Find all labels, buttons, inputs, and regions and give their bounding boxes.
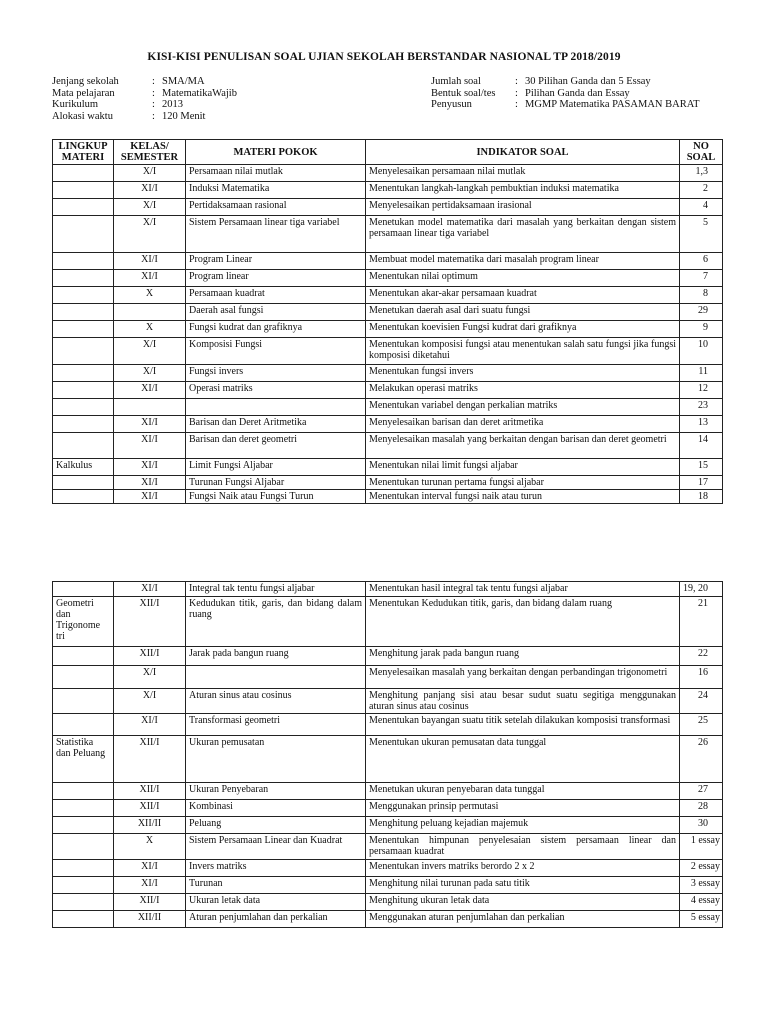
- cell-no-soal: 2 essay: [680, 860, 723, 877]
- table-row: [53, 582, 723, 597]
- table-row: [53, 270, 723, 287]
- cell-kelas-semester: X/I: [114, 666, 186, 689]
- cell-kelas-semester: XI/I: [114, 270, 186, 287]
- cell-lingkup-materi: [53, 834, 114, 860]
- cell-materi-pokok: Kedudukan titik, garis, dan bidang dalam ruang: [186, 597, 366, 647]
- info-row: [52, 88, 237, 100]
- cell-lingkup-materi: [53, 182, 114, 199]
- info-row: [52, 76, 237, 88]
- cell-lingkup-materi: Kalkulus: [53, 459, 114, 476]
- cell-lingkup-materi: [53, 714, 114, 736]
- table-row: [53, 911, 723, 928]
- cell-kelas-semester: XI/I: [114, 714, 186, 736]
- info-key: Kurikulum: [52, 99, 99, 110]
- cell-indikator-soal: Menentukan invers matriks berordo 2 x 2: [366, 860, 680, 877]
- cell-materi-pokok: Operasi matriks: [186, 382, 366, 399]
- table-row: [53, 199, 723, 216]
- cell-kelas-semester: XII/II: [114, 817, 186, 834]
- cell-materi-pokok: Turunan: [186, 877, 366, 894]
- cell-indikator-soal: Menghitung panjang sisi atau besar sudut suatu segitiga menggunakan aturan sinus atau cosinus: [366, 689, 680, 714]
- cell-indikator-soal: Menetukan ukuran penyebaran data tunggal: [366, 783, 680, 800]
- info-right: [431, 76, 700, 111]
- cell-lingkup-materi: [53, 304, 114, 321]
- cell-no-soal: 5 essay: [680, 911, 723, 928]
- cell-no-soal: 25: [680, 714, 723, 736]
- info-value: 30 Pilihan Ganda dan 5 Essay: [525, 76, 651, 87]
- cell-kelas-semester: XI/I: [114, 476, 186, 490]
- cell-lingkup-materi: [53, 860, 114, 877]
- cell-kelas-semester: XI/I: [114, 877, 186, 894]
- cell-materi-pokok: [186, 399, 366, 416]
- kisi-table-2: [52, 581, 723, 928]
- info-key: Mata pelajaran: [52, 87, 115, 99]
- table-row: [53, 399, 723, 416]
- cell-materi-pokok: Ukuran Penyebaran: [186, 783, 366, 800]
- cell-lingkup-materi: [53, 877, 114, 894]
- cell-no-soal: 26: [680, 736, 723, 783]
- table-row: [53, 304, 723, 321]
- cell-no-soal: 13: [680, 416, 723, 433]
- cell-no-soal: 24: [680, 689, 723, 714]
- info-colon: :: [515, 99, 518, 110]
- table-row: [53, 253, 723, 270]
- cell-no-soal: 9: [680, 321, 723, 338]
- table-header-row: [53, 140, 723, 165]
- cell-indikator-soal: Menentukan akar-akar persamaan kuadrat: [366, 287, 680, 304]
- cell-indikator-soal: Menghitung jarak pada bangun ruang: [366, 647, 680, 666]
- cell-no-soal: 12: [680, 382, 723, 399]
- cell-kelas-semester: XII/I: [114, 647, 186, 666]
- info-colon: :: [152, 110, 155, 122]
- table-row: [53, 689, 723, 714]
- cell-indikator-soal: Menentukan fungsi invers: [366, 365, 680, 382]
- cell-kelas-semester: XII/I: [114, 597, 186, 647]
- table-row: [53, 894, 723, 911]
- cell-kelas-semester: XI/I: [114, 416, 186, 433]
- cell-materi-pokok: Komposisi Fungsi: [186, 338, 366, 365]
- table-row: [53, 476, 723, 490]
- info-value: 120 Menit: [162, 110, 206, 122]
- info-value: 2013: [162, 99, 183, 110]
- cell-indikator-soal: Menyelesaikan masalah yang berkaitan dengan perbandingan trigonometri: [366, 666, 680, 689]
- cell-indikator-soal: Menentukan nilai limit fungsi aljabar: [366, 459, 680, 476]
- cell-materi-pokok: Barisan dan Deret Aritmetika: [186, 416, 366, 433]
- cell-lingkup-materi: Statistika dan Peluang: [53, 736, 114, 783]
- cell-kelas-semester: XI/I: [114, 253, 186, 270]
- cell-indikator-soal: Menghitung nilai turunan pada satu titik: [366, 877, 680, 894]
- cell-materi-pokok: Fungsi invers: [186, 365, 366, 382]
- cell-indikator-soal: Menyelesaikan persamaan nilai mutlak: [366, 165, 680, 182]
- cell-kelas-semester: XI/I: [114, 459, 186, 476]
- cell-no-soal: 1,3: [680, 165, 723, 182]
- cell-kelas-semester: XII/I: [114, 800, 186, 817]
- cell-lingkup-materi: [53, 382, 114, 399]
- cell-materi-pokok: Turunan Fungsi Aljabar: [186, 476, 366, 490]
- cell-materi-pokok: Fungsi Naik atau Fungsi Turun: [186, 490, 366, 504]
- table-row: [53, 817, 723, 834]
- cell-lingkup-materi: [53, 338, 114, 365]
- cell-lingkup-materi: [53, 433, 114, 459]
- cell-kelas-semester: XI/I: [114, 433, 186, 459]
- cell-lingkup-materi: [53, 647, 114, 666]
- cell-no-soal: 8: [680, 287, 723, 304]
- table-row: [53, 321, 723, 338]
- cell-indikator-soal: Menentukan nilai optimum: [366, 270, 680, 287]
- table-row: [53, 165, 723, 182]
- cell-materi-pokok: Program linear: [186, 270, 366, 287]
- cell-materi-pokok: Aturan penjumlahan dan perkalian: [186, 911, 366, 928]
- info-value: MGMP Matematika PASAMAN BARAT: [525, 99, 700, 110]
- cell-no-soal: 6: [680, 253, 723, 270]
- cell-materi-pokok: Kombinasi: [186, 800, 366, 817]
- table-row: [53, 433, 723, 459]
- cell-lingkup-materi: [53, 800, 114, 817]
- info-colon: :: [152, 76, 155, 87]
- table-row: [53, 338, 723, 365]
- cell-lingkup-materi: [53, 365, 114, 382]
- cell-no-soal: 14: [680, 433, 723, 459]
- cell-indikator-soal: Menentukan langkah-langkah pembuktian induksi matematika: [366, 182, 680, 199]
- cell-kelas-semester: [114, 304, 186, 321]
- info-colon: :: [515, 76, 518, 87]
- table-row: [53, 382, 723, 399]
- cell-indikator-soal: Menentukan himpunan penyelesaian sistem persamaan linear dan persamaan kuadrat: [366, 834, 680, 860]
- cell-lingkup-materi: [53, 399, 114, 416]
- info-row: [431, 99, 700, 111]
- cell-indikator-soal: Membuat model matematika dari masalah program linear: [366, 253, 680, 270]
- cell-kelas-semester: X: [114, 321, 186, 338]
- info-row: [431, 76, 700, 88]
- header-kelas: KELAS/ SEMESTER: [114, 140, 186, 165]
- cell-indikator-soal: Menentukan komposisi fungsi atau menentukan salah satu fungsi jika fungsi komposisi diketahui: [366, 338, 680, 365]
- cell-lingkup-materi: [53, 199, 114, 216]
- kisi-table-1: [52, 139, 723, 504]
- cell-indikator-soal: Menggunakan aturan penjumlahan dan perkalian: [366, 911, 680, 928]
- cell-indikator-soal: Menentukan hasil integral tak tentu fungsi aljabar: [366, 582, 680, 597]
- table-row: [53, 860, 723, 877]
- table-row: [53, 877, 723, 894]
- cell-no-soal: 23: [680, 399, 723, 416]
- cell-materi-pokok: Peluang: [186, 817, 366, 834]
- cell-lingkup-materi: [53, 582, 114, 597]
- cell-kelas-semester: X: [114, 834, 186, 860]
- cell-kelas-semester: XI/I: [114, 382, 186, 399]
- cell-kelas-semester: XII/I: [114, 783, 186, 800]
- cell-indikator-soal: Menentukan turunan pertama fungsi aljabar: [366, 476, 680, 490]
- info-left: [52, 76, 237, 122]
- cell-materi-pokok: Fungsi kudrat dan grafiknya: [186, 321, 366, 338]
- cell-lingkup-materi: [53, 253, 114, 270]
- cell-lingkup-materi: [53, 666, 114, 689]
- cell-no-soal: 4 essay: [680, 894, 723, 911]
- table-row: [53, 490, 723, 504]
- cell-kelas-semester: X: [114, 287, 186, 304]
- info-key: Alokasi waktu: [52, 110, 113, 122]
- cell-indikator-soal: Melakukan operasi matriks: [366, 382, 680, 399]
- cell-materi-pokok: Program Linear: [186, 253, 366, 270]
- cell-lingkup-materi: [53, 165, 114, 182]
- cell-lingkup-materi: [53, 490, 114, 504]
- cell-indikator-soal: Menyelesaikan barisan dan deret aritmetika: [366, 416, 680, 433]
- cell-indikator-soal: Menghitung ukuran letak data: [366, 894, 680, 911]
- cell-indikator-soal: Menentukan interval fungsi naik atau turun: [366, 490, 680, 504]
- cell-materi-pokok: Limit Fungsi Aljabar: [186, 459, 366, 476]
- table-row: [53, 416, 723, 433]
- cell-kelas-semester: X/I: [114, 216, 186, 253]
- cell-kelas-semester: X/I: [114, 338, 186, 365]
- cell-lingkup-materi: [53, 216, 114, 253]
- cell-indikator-soal: Menentukan koevisien Fungsi kudrat dari grafiknya: [366, 321, 680, 338]
- cell-materi-pokok: Sistem Persamaan Linear dan Kuadrat: [186, 834, 366, 860]
- cell-lingkup-materi: [53, 783, 114, 800]
- cell-no-soal: 27: [680, 783, 723, 800]
- cell-lingkup-materi: [53, 287, 114, 304]
- cell-indikator-soal: Menghitung peluang kejadian majemuk: [366, 817, 680, 834]
- cell-materi-pokok: Induksi Matematika: [186, 182, 366, 199]
- cell-lingkup-materi: [53, 321, 114, 338]
- cell-lingkup-materi: [53, 689, 114, 714]
- cell-materi-pokok: Persamaan kuadrat: [186, 287, 366, 304]
- table-row: [53, 736, 723, 783]
- cell-indikator-soal: Menyelesaikan masalah yang berkaitan dengan barisan dan deret geometri: [366, 433, 680, 459]
- cell-materi-pokok: Persamaan nilai mutlak: [186, 165, 366, 182]
- cell-lingkup-materi: Geometri dan Trigonome tri: [53, 597, 114, 647]
- document-title: KISI-KISI PENULISAN SOAL UJIAN SEKOLAH BERSTANDAR NASIONAL TP 2018/2019: [147, 51, 621, 63]
- table-row: [53, 800, 723, 817]
- cell-lingkup-materi: [53, 476, 114, 490]
- cell-kelas-semester: XI/I: [114, 182, 186, 199]
- table-row: [53, 647, 723, 666]
- cell-no-soal: 3 essay: [680, 877, 723, 894]
- cell-no-soal: 4: [680, 199, 723, 216]
- info-colon: :: [152, 87, 155, 99]
- table-row: [53, 666, 723, 689]
- header-materi: MATERI POKOK: [186, 140, 366, 165]
- info-value: Pilihan Ganda dan Essay: [525, 87, 630, 99]
- cell-no-soal: 28: [680, 800, 723, 817]
- cell-materi-pokok: Jarak pada bangun ruang: [186, 647, 366, 666]
- cell-no-soal: 22: [680, 647, 723, 666]
- cell-indikator-soal: Menetukan daerah asal dari suatu fungsi: [366, 304, 680, 321]
- table-row: [53, 597, 723, 647]
- info-row: [431, 88, 700, 100]
- cell-indikator-soal: Menggunakan prinsip permutasi: [366, 800, 680, 817]
- cell-no-soal: 16: [680, 666, 723, 689]
- cell-no-soal: 5: [680, 216, 723, 253]
- cell-no-soal: 7: [680, 270, 723, 287]
- cell-indikator-soal: Menentukan variabel dengan perkalian matriks: [366, 399, 680, 416]
- table-row: [53, 216, 723, 253]
- cell-kelas-semester: XII/I: [114, 894, 186, 911]
- info-colon: :: [152, 99, 155, 110]
- info-row: [52, 99, 237, 111]
- table-row: [53, 182, 723, 199]
- cell-kelas-semester: X/I: [114, 689, 186, 714]
- header-no: NO SOAL: [680, 140, 723, 165]
- header-lingkup: LINGKUP MATERI: [53, 140, 114, 165]
- header-indikator: INDIKATOR SOAL: [366, 140, 680, 165]
- cell-no-soal: 11: [680, 365, 723, 382]
- table-row: [53, 365, 723, 382]
- cell-materi-pokok: Integral tak tentu fungsi aljabar: [186, 582, 366, 597]
- cell-materi-pokok: Pertidaksamaan rasional: [186, 199, 366, 216]
- cell-indikator-soal: Menyelesaikan pertidaksamaan irasional: [366, 199, 680, 216]
- cell-lingkup-materi: [53, 817, 114, 834]
- cell-lingkup-materi: [53, 894, 114, 911]
- cell-no-soal: 30: [680, 817, 723, 834]
- table-row: [53, 783, 723, 800]
- table-row: [53, 287, 723, 304]
- cell-no-soal: 19, 20: [680, 582, 723, 597]
- cell-no-soal: 21: [680, 597, 723, 647]
- cell-indikator-soal: Menetukan model matematika dari masalah yang berkaitan dengan sistem persamaan linear tiga variabel: [366, 216, 680, 253]
- cell-materi-pokok: Invers matriks: [186, 860, 366, 877]
- cell-materi-pokok: [186, 666, 366, 689]
- table-row: [53, 459, 723, 476]
- cell-kelas-semester: XII/I: [114, 736, 186, 783]
- info-row: [52, 111, 237, 123]
- info-value: MatematikaWajib: [162, 87, 237, 99]
- cell-no-soal: 10: [680, 338, 723, 365]
- cell-lingkup-materi: [53, 416, 114, 433]
- cell-kelas-semester: X/I: [114, 199, 186, 216]
- info-key: Jenjang sekolah: [52, 76, 119, 87]
- info-value: SMA/MA: [162, 76, 205, 87]
- cell-indikator-soal: Menentukan ukuran pemusatan data tunggal: [366, 736, 680, 783]
- cell-materi-pokok: Barisan dan deret geometri: [186, 433, 366, 459]
- table-row: [53, 834, 723, 860]
- cell-materi-pokok: Sistem Persamaan linear tiga variabel: [186, 216, 366, 253]
- cell-kelas-semester: X/I: [114, 165, 186, 182]
- info-key: Jumlah soal: [431, 76, 481, 87]
- cell-materi-pokok: Transformasi geometri: [186, 714, 366, 736]
- cell-indikator-soal: Menentukan Kedudukan titik, garis, dan bidang dalam ruang: [366, 597, 680, 647]
- info-key: Bentuk soal/tes: [431, 87, 496, 99]
- cell-indikator-soal: Menentukan bayangan suatu titik setelah dilakukan komposisi transformasi: [366, 714, 680, 736]
- info-colon: :: [515, 87, 518, 99]
- cell-no-soal: 2: [680, 182, 723, 199]
- cell-kelas-semester: XI/I: [114, 860, 186, 877]
- table-row: [53, 714, 723, 736]
- cell-kelas-semester: [114, 399, 186, 416]
- cell-kelas-semester: X/I: [114, 365, 186, 382]
- cell-lingkup-materi: [53, 911, 114, 928]
- cell-materi-pokok: Ukuran pemusatan: [186, 736, 366, 783]
- cell-materi-pokok: Aturan sinus atau cosinus: [186, 689, 366, 714]
- cell-no-soal: 18: [680, 490, 723, 504]
- cell-no-soal: 1 essay: [680, 834, 723, 860]
- cell-materi-pokok: Daerah asal fungsi: [186, 304, 366, 321]
- cell-no-soal: 15: [680, 459, 723, 476]
- info-key: Penyusun: [431, 99, 472, 110]
- cell-kelas-semester: XI/I: [114, 582, 186, 597]
- cell-no-soal: 17: [680, 476, 723, 490]
- cell-lingkup-materi: [53, 270, 114, 287]
- cell-materi-pokok: Ukuran letak data: [186, 894, 366, 911]
- cell-no-soal: 29: [680, 304, 723, 321]
- cell-kelas-semester: XI/I: [114, 490, 186, 504]
- cell-kelas-semester: XII/II: [114, 911, 186, 928]
